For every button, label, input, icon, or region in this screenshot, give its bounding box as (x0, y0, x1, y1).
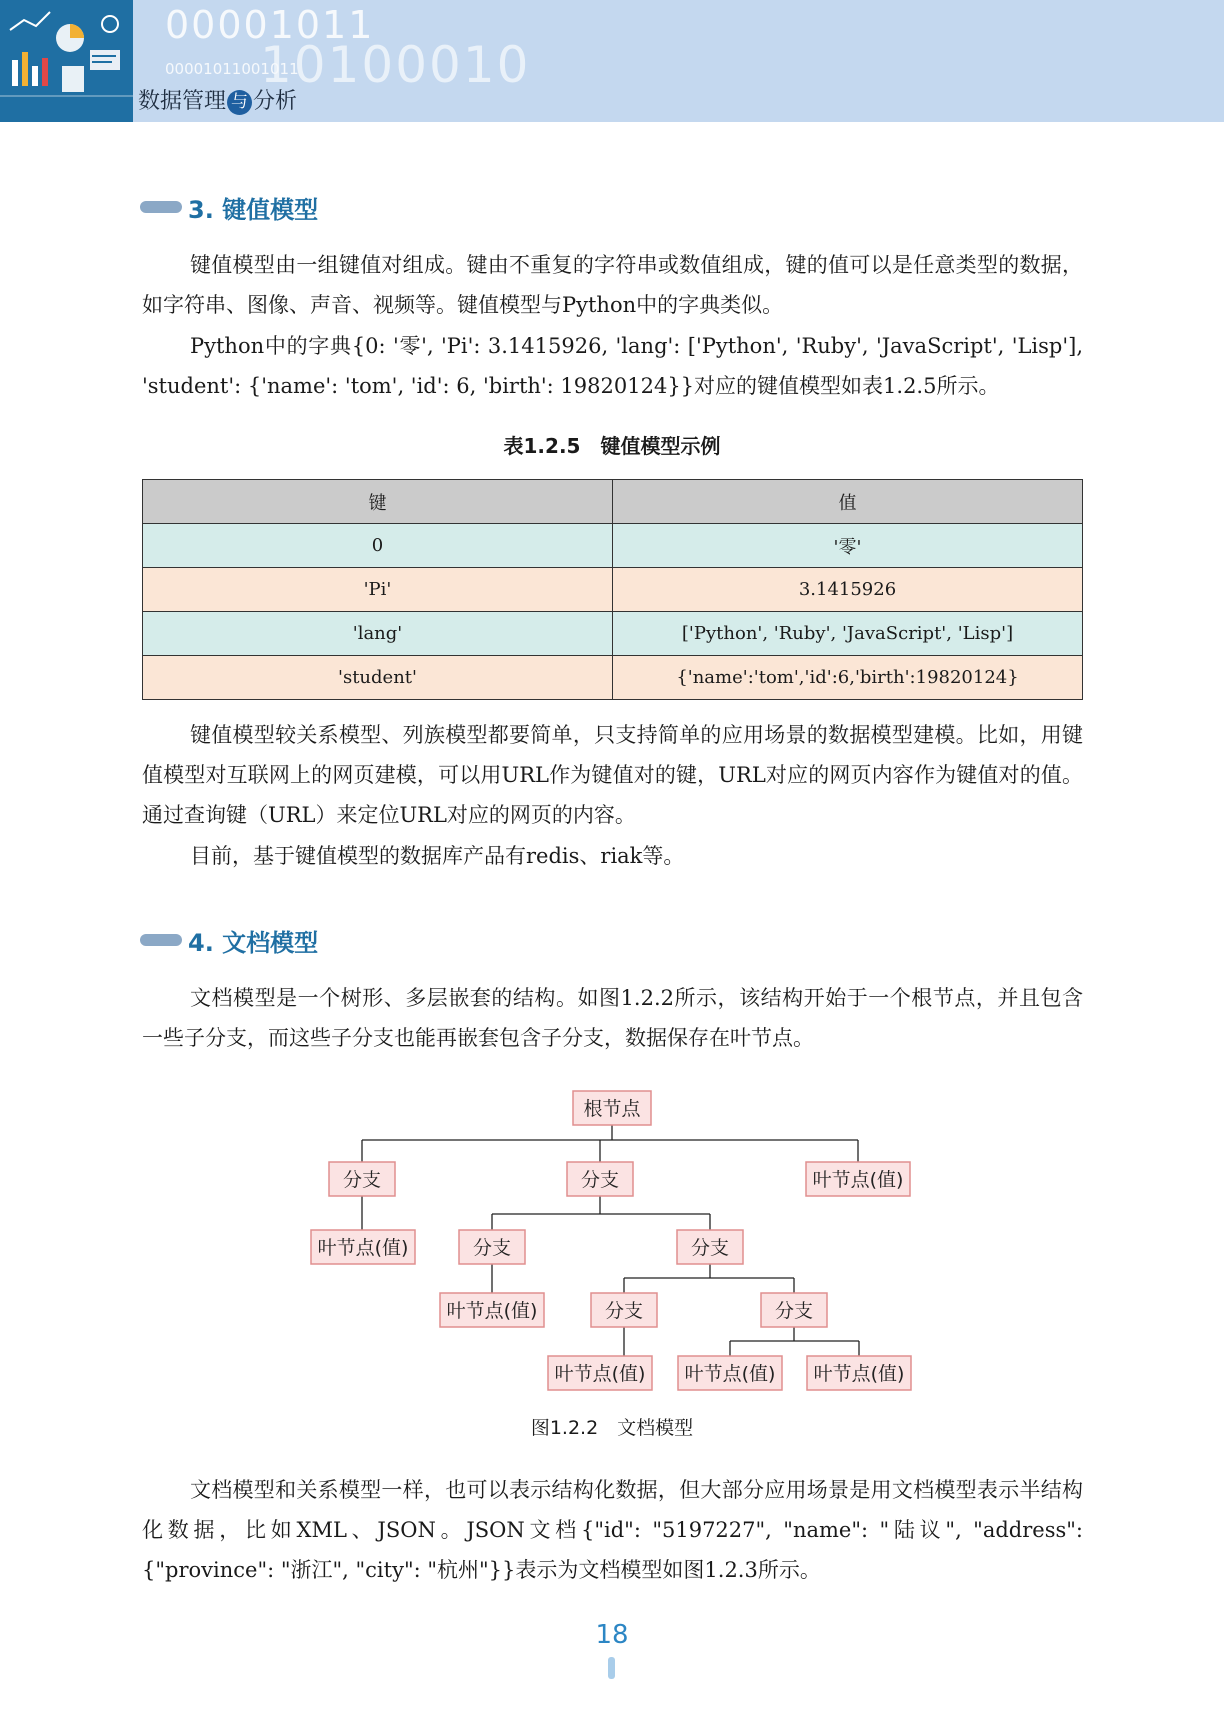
table-header-value: 值 (613, 480, 1083, 524)
tree-node-leaf (311, 1230, 415, 1264)
tree-node-root (573, 1091, 651, 1125)
heading-bar-icon (140, 201, 182, 213)
table-cell-key: 'lang' (143, 612, 613, 656)
table-header-key: 键 (143, 480, 613, 524)
book-title (138, 84, 297, 115)
page-number-tick-icon (608, 1657, 615, 1679)
binary-decoration (165, 3, 531, 94)
tree-node-leaf (806, 1162, 910, 1196)
tree-node-label: 叶节点(值) (812, 1169, 904, 1191)
tree-node-branch (761, 1293, 827, 1327)
section4-para2: 文档模型和关系模型一样，也可以表示结构化数据，但大部分应用场景是用文档模型表示半结构化数据，比如XML、JSON。JSON文档{"id": "5197227", "name": "陆议", "address": {"province": "浙江", "city": "杭州"}}表示为文档模型如图1.2.3所示。 (142, 1478, 1083, 1582)
section4-title: 4. 文档模型 (188, 929, 319, 957)
header-illustration (0, 0, 133, 122)
tree-node-branch (677, 1230, 743, 1264)
tree-node-leaf (807, 1356, 911, 1390)
tree-node-label: 叶节点(值) (554, 1363, 646, 1385)
tree-node-label: 分支 (342, 1169, 382, 1191)
tree-node-leaf (678, 1356, 782, 1390)
section3-heading (140, 190, 318, 225)
tree-node-leaf (440, 1293, 544, 1327)
book-title-part1: 数据管理 (138, 89, 227, 114)
table-row (143, 656, 1083, 700)
table-cell-value: '零' (613, 524, 1083, 568)
page-header (0, 0, 1224, 122)
book-title-part2: 分析 (253, 89, 298, 114)
section3-para4: 目前，基于键值模型的数据库产品有redis、riak等。 (190, 844, 685, 868)
figure-caption: 图1.2.2 文档模型 (530, 1417, 694, 1439)
table-cell-key: 'Pi' (143, 568, 613, 612)
tree-node-branch (591, 1293, 657, 1327)
table-row (143, 524, 1083, 568)
section4-heading (140, 923, 318, 958)
tree-node-label: 分支 (690, 1237, 730, 1259)
table-row (143, 612, 1083, 656)
section4-para1: 文档模型是一个树形、多层嵌套的结构。如图1.2.2所示，该结构开始于一个根节点，并且包含一些子分支，而这些子分支也能再嵌套包含子分支，数据保存在叶节点。 (142, 986, 1083, 1050)
tree-node-branch (567, 1162, 633, 1196)
table-cell-value: ['Python', 'Ruby', 'JavaScript', 'Lisp'] (613, 612, 1083, 656)
tree-node-label: 分支 (580, 1169, 620, 1191)
table-cell-key: 0 (143, 524, 613, 568)
section3-para2: Python中的字典{0: '零', 'Pi': 3.1415926, 'lang': ['Python', 'Ruby', 'JavaScript', 'Lisp'], 'student': {'name': 'tom', 'id': 6, 'birth': 19820124}}对应的键值模型如表1.2.5所示。 (142, 334, 1083, 398)
book-title-yu-badge: 与 (227, 90, 252, 115)
tree-node-label: 分支 (472, 1237, 512, 1259)
table-cell-value: {'name':'tom','id':6,'birth':19820124} (613, 656, 1083, 700)
table-cell-key: 'student' (143, 656, 613, 700)
section3-title: 3. 键值模型 (188, 196, 319, 224)
table-cell-value: 3.1415926 (613, 568, 1083, 612)
tree-node-label: 叶节点(值) (684, 1363, 776, 1385)
binary-deco-line1: 00001011 (165, 3, 375, 47)
tree-node-label: 叶节点(值) (317, 1237, 409, 1259)
document-model-tree (0, 1070, 1224, 1400)
tree-node-branch (329, 1162, 395, 1196)
data-analysis-illustration-icon (0, 0, 133, 122)
page-number: 18 (595, 1620, 629, 1650)
section3-para1: 键值模型由一组键值对组成。键由不重复的字符串或数值组成，键的值可以是任意类型的数据，如字符串、图像、声音、视频等。键值模型与Python中的字典类似。 (142, 253, 1083, 317)
tree-node-label: 分支 (774, 1300, 814, 1322)
tree-node-label: 叶节点(值) (813, 1363, 905, 1385)
tree-node-leaf (548, 1356, 652, 1390)
tree-node-branch (459, 1230, 525, 1264)
tree-node-label: 叶节点(值) (446, 1300, 538, 1322)
table-caption: 表1.2.5 键值模型示例 (503, 434, 721, 458)
tree-node-label: 分支 (604, 1300, 644, 1322)
table-row (143, 568, 1083, 612)
binary-deco-line2: 00001011001011 (165, 60, 299, 78)
kv-table (142, 479, 1083, 700)
tree-node-label: 根节点 (583, 1098, 641, 1120)
table-header-row (143, 480, 1083, 524)
heading-bar-icon (140, 934, 182, 946)
binary-deco-line3: 10100010 (260, 36, 531, 94)
section3-para3: 键值模型较关系模型、列族模型都要简单，只支持简单的应用场景的数据模型建模。比如，用键值模型对互联网上的网页建模，可以用URL作为键值对的键，URL对应的网页内容作为键值对的值。通过查询键（URL）来定位URL对应的网页的内容。 (142, 723, 1083, 827)
